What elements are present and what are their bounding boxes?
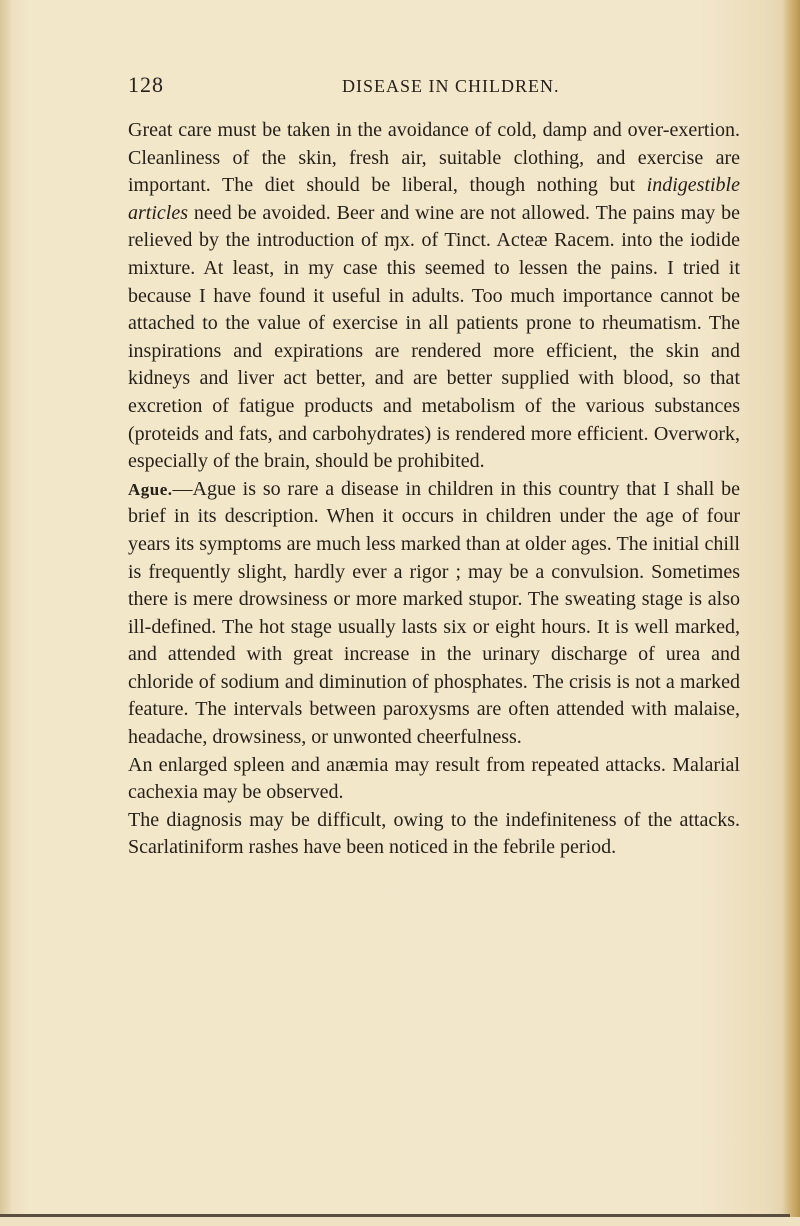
paragraph-rheumatism-care	[128, 117, 740, 476]
ague-heading: Ague.	[128, 479, 173, 499]
italic-phrase: indigestible articles	[128, 174, 740, 224]
running-title: DISEASE IN CHILDREN.	[342, 76, 560, 96]
ague-paragraph-text: —Ague is so rare a disease in children in this country that I shall be brief in its description. When it occurs in children under the age of four years its symptoms are much less marked than at older ages. The initial chill is frequently slight, hardly ever a rigor ; may be a convulsion. Sometimes there is mere drowsiness or more marked stupor. The sweating stage is also ill-defined. The hot stage usually lasts six or eight hours. It is well marked, and attended with great increase in the urinary discharge of urea and chloride of sodium and diminution of phosphates. The crisis is not a marked feature. The intervals between paroxysms are often attended with malaise, headache, drowsiness, or unwonted cheerfulness.	[128, 477, 740, 749]
paragraph-1-text-start: Great care must be taken in the avoidance of cold, damp and over-exertion. Cleanliness of the skin, fresh air, suitable clothing, and exercise are important. The diet should be liberal, though nothing but	[128, 119, 740, 197]
page-body	[128, 117, 740, 862]
page-number: 128	[128, 72, 164, 97]
page-left-shadow	[0, 0, 12, 1226]
page-right-edge	[782, 0, 800, 1226]
bottom-paper-strip	[0, 1217, 800, 1226]
paragraph-spleen: An enlarged spleen and anæmia may result from repeated attacks. Malarial cachexia may be observed.	[128, 753, 740, 804]
paragraph-1-text-end: need be avoided. Beer and wine are not allowed. The pains may be relieved by the introduction of ɱx. of Tinct. Acteæ Racem. into the iodide mixture. At least, in my case this seemed to lessen the pains. I tried it because I have found it useful in adults. Too much importance cannot be attached to the value of exercise in all patients prone to rheumatism. The inspirations and expirations are rendered more efficient, the skin and kidneys and liver act better, and are better supplied with blood, so that excretion of fatigue products and metabolism of the various substances (proteids and fats, and carbohydrates) is rendered more efficient. Overwork, especially of the brain, should be prohibited.	[128, 201, 740, 473]
paragraph-diagnosis: The diagnosis may be difficult, owing to the indefiniteness of the attacks. Scarlatiniform rashes have been noticed in the febrile period.	[128, 808, 740, 859]
page-header	[128, 72, 728, 102]
paragraph-ague	[128, 476, 740, 752]
